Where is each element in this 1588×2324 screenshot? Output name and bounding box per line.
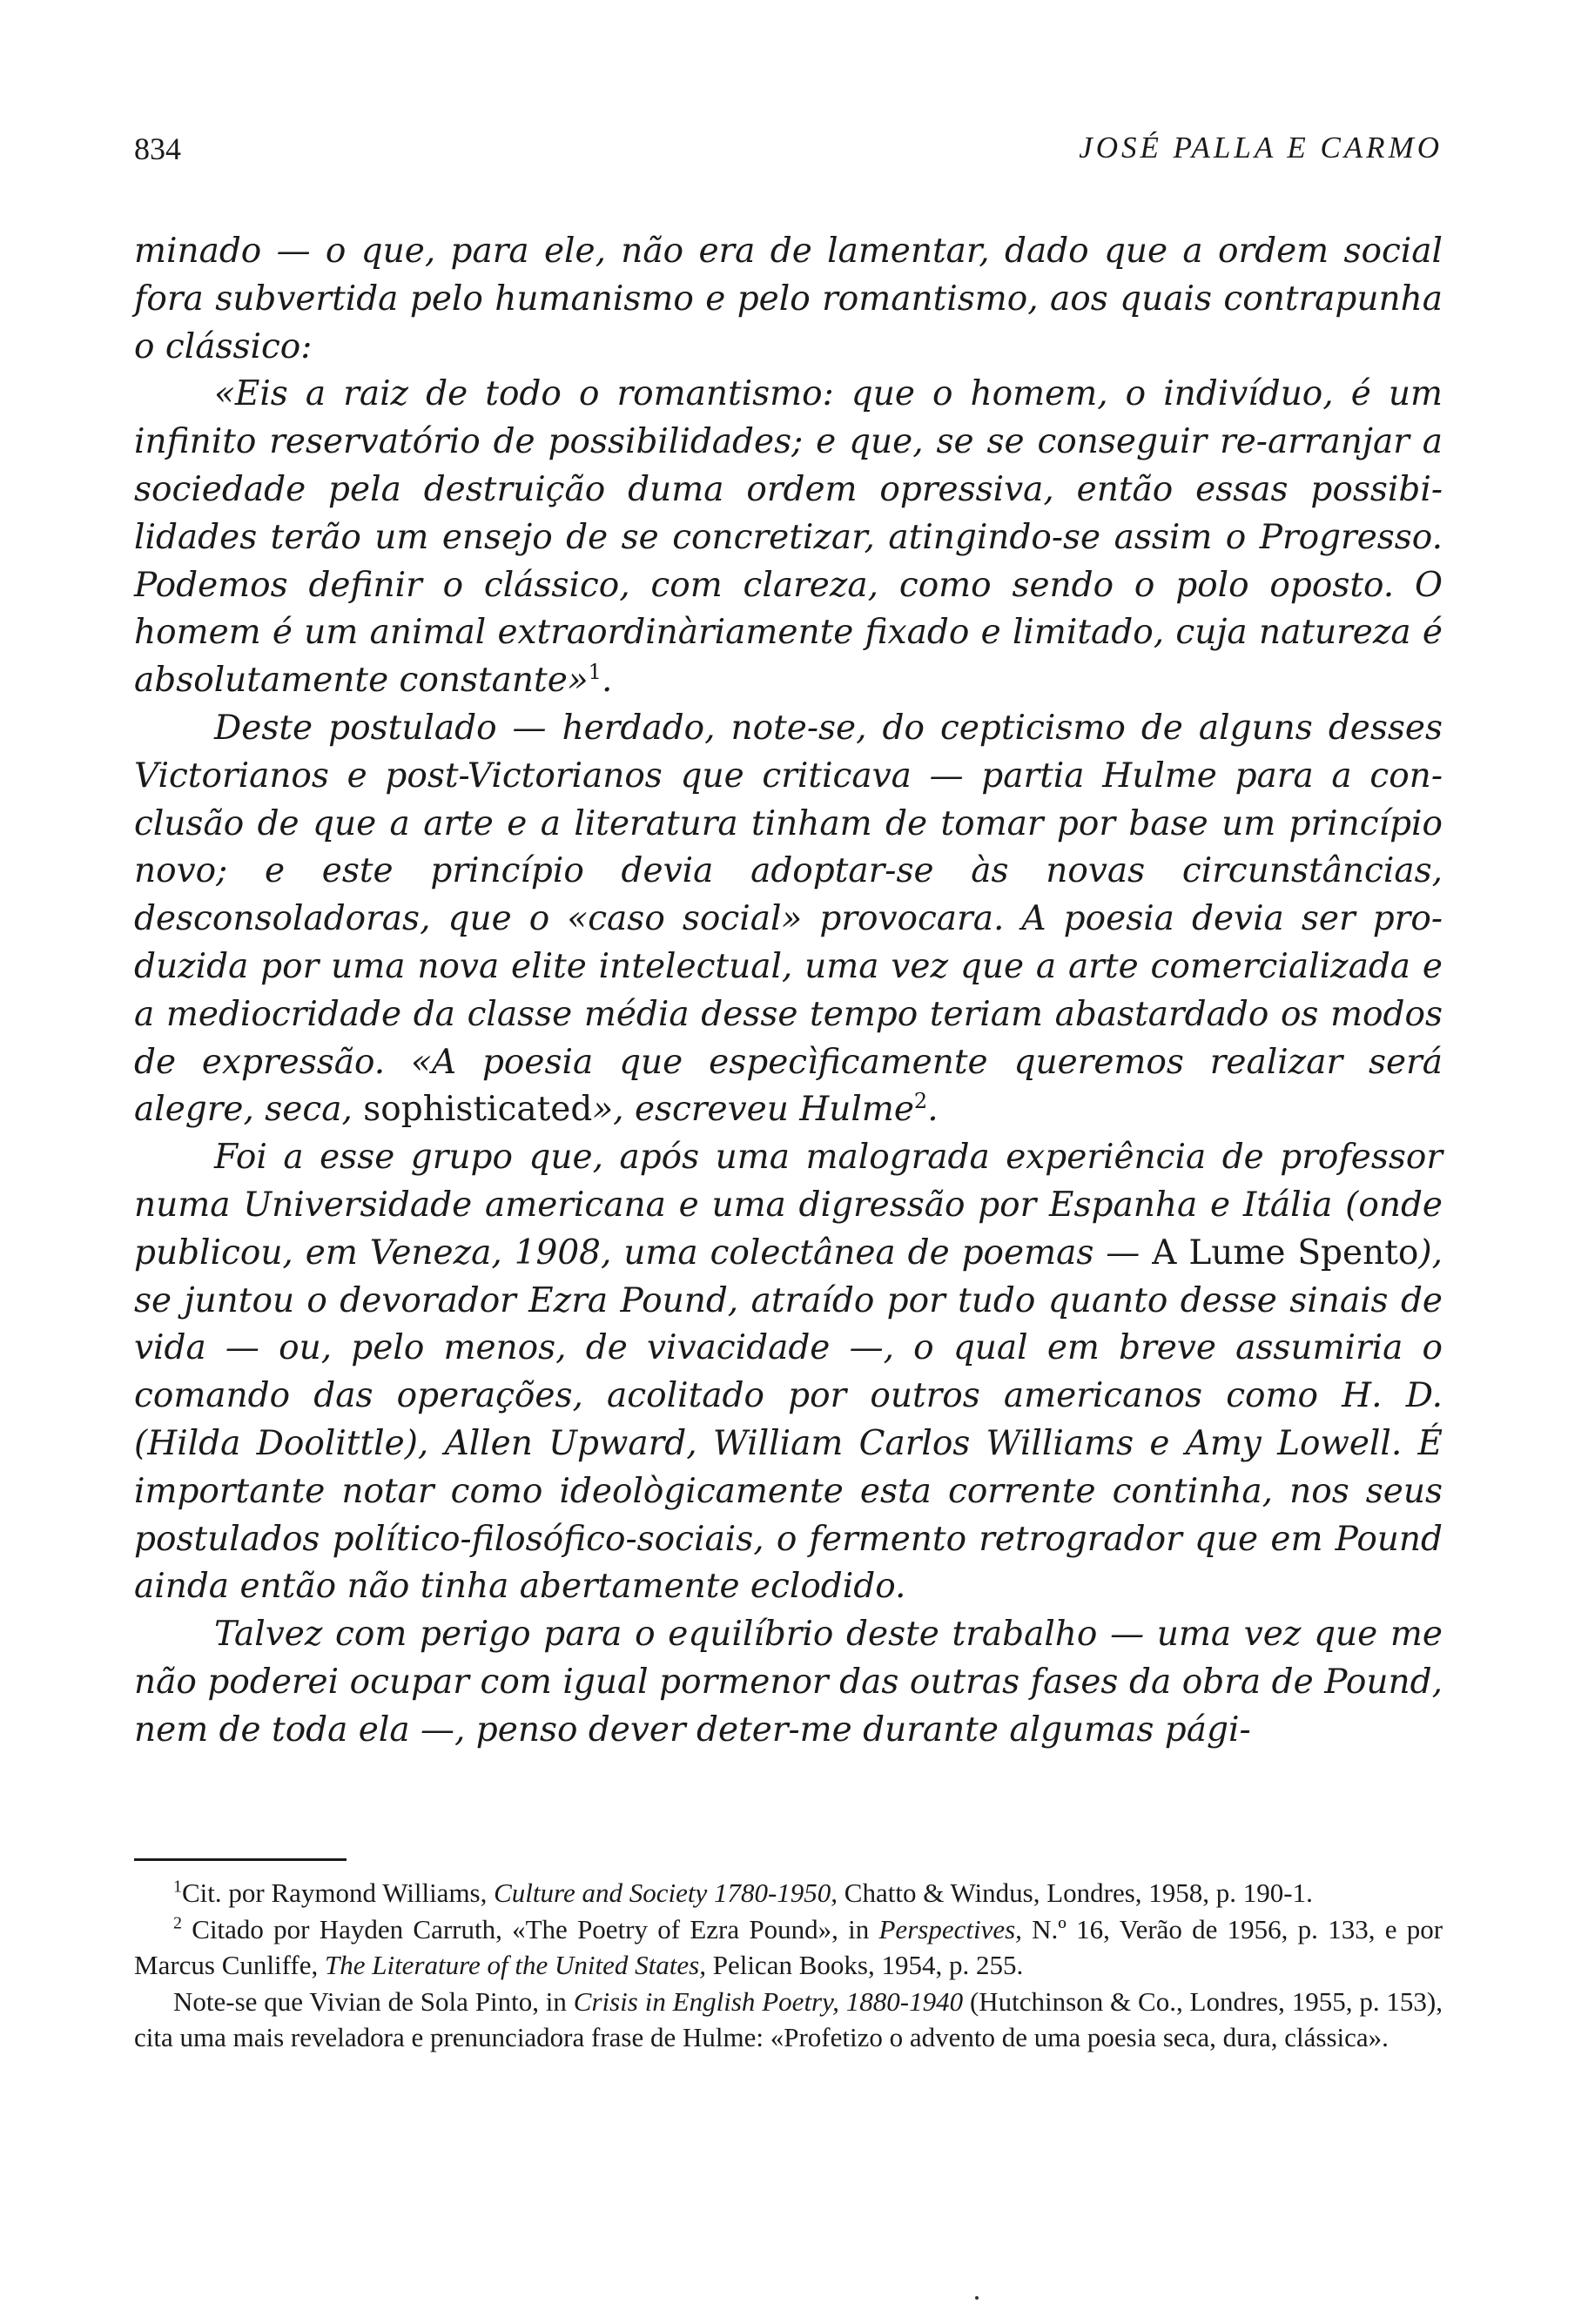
paragraph-4: Foi a esse grupo que, após uma malograda experiência de professor numa Universidade americana e uma digressão por Espanha e Itália (onde publicou, em Veneza, 1908, uma colectânea de poemas — A Lume Spento), se juntou o devorador Ezra Pound, atraído por tudo quanto desse sinais de vida — ou, pelo menos, de vivacidade —, o qual em breve assumiria o comando das operações, acolitado por outros americanos como H. D. (Hilda Doolittle), Allen Upward, William Carlos Williams e Amy Lowell. É importante notar como ideològicamente esta corrente continha, nos seus postulados político-filosófico-sociais, o fermento retrogrador que em Pound ainda então não tinha abertamente eclodido. xyxy=(134,1138,1443,1607)
footnote-ref-1: 1 xyxy=(588,660,602,685)
footnote-ref-2: 2 xyxy=(913,1089,928,1114)
running-head: JOSÉ PALLA E CARMO xyxy=(1079,131,1443,165)
footnote-1: $^1$Cit. por Raymond Williams, Culture and Society 1780-1950, Chatto & Windus, Londres, 1958, p. 190-1. xyxy=(173,1877,1313,1908)
footnotes xyxy=(134,1875,1443,2056)
stray-mark xyxy=(975,2296,979,2300)
footnote-3: Note-se que Vivian de Sola Pinto, in Crisis in English Poetry, 1880-1940 (Hutchinson & Co., Londres, 1955, p. 153), cita uma mais reveladora e prenunciadora frase de Hulme: «Profetizo o advento de uma poesia seca, dura, clássica». xyxy=(134,1985,1443,2052)
footnote-2: $^2$ Citado por Hayden Carruth, «The Poetry of Ezra Pound», in Perspectives, N.º 16, Verão de 1956, p. 133, e por Marcus Cunliffe, The Literature of the United States, Pelican Books, 1954, p. 255. xyxy=(134,1913,1443,1980)
paragraph-2-quote: «Eis a raiz de todo o romantismo: que o homem, o indivíduo, é um infinito reservatório de possibilidades; e que, se se conseguir re-arranjar a sociedade pela destruição duma ordem opressiva, então essas possibilidades terão um ensejo de se concretizar, atingindo-se assim o Progresso. Podemos definir o clássico, com clareza, como sendo o polo oposto. O homem é um animal extraordinàriamente fixado e limitado, cuja natureza é absolutamente constante»$^1$. xyxy=(134,374,1443,701)
roman-term: sophisticated xyxy=(363,1090,593,1130)
body-text xyxy=(134,228,1443,1755)
cited-title: Crisis in English Poetry, 1880-1940 xyxy=(573,1985,964,2017)
page-number: 834 xyxy=(134,131,181,166)
footnote-mark-1: 1 xyxy=(173,1877,182,1897)
book-title: A Lume Spento xyxy=(1152,1233,1419,1273)
cited-title: Perspectives, xyxy=(878,1913,1022,1945)
footnote-divider xyxy=(134,1858,347,1861)
paragraph-1: minado — o que, para ele, não era de lamentar, dado que a ordem social fora subvertida pelo humanismo e pelo romantismo, aos quais contrapunha o clássico: xyxy=(134,232,1443,366)
cited-title: Culture and Society 1780-1950, xyxy=(494,1877,838,1908)
footnote-mark-2: 2 xyxy=(173,1913,182,1933)
cited-title: The Literature of the United States, xyxy=(324,1950,706,1980)
page-header xyxy=(134,131,1443,174)
paragraph-3: Deste postulado — herdado, note-se, do cepticismo de alguns desses Victorianos e post-Victorianos que criticava — partia Hulme para a conclusão de que a arte e a literatura tinham de tomar por base um princípio novo; e este princípio devia adoptar-se às novas circunstâncias, desconsoladoras, que o «caso social» provocara. A poesia devia ser produzida por uma nova elite intelectual, uma vez que a arte comercializada e a mediocridade da classe média desse tempo teriam abastardado os modos de expressão. «A poesia que especìficamente queremos realizar será alegre, seca, sophisticated», escreveu Hulme$^2$. xyxy=(134,708,1443,1130)
paragraph-5: Talvez com perigo para o equilíbrio deste trabalho — uma vez que me não poderei ocupar com igual pormenor das outras fases da obra de Pound, nem de toda ela —, penso dever deter-me durante algumas pági- xyxy=(134,1615,1443,1750)
